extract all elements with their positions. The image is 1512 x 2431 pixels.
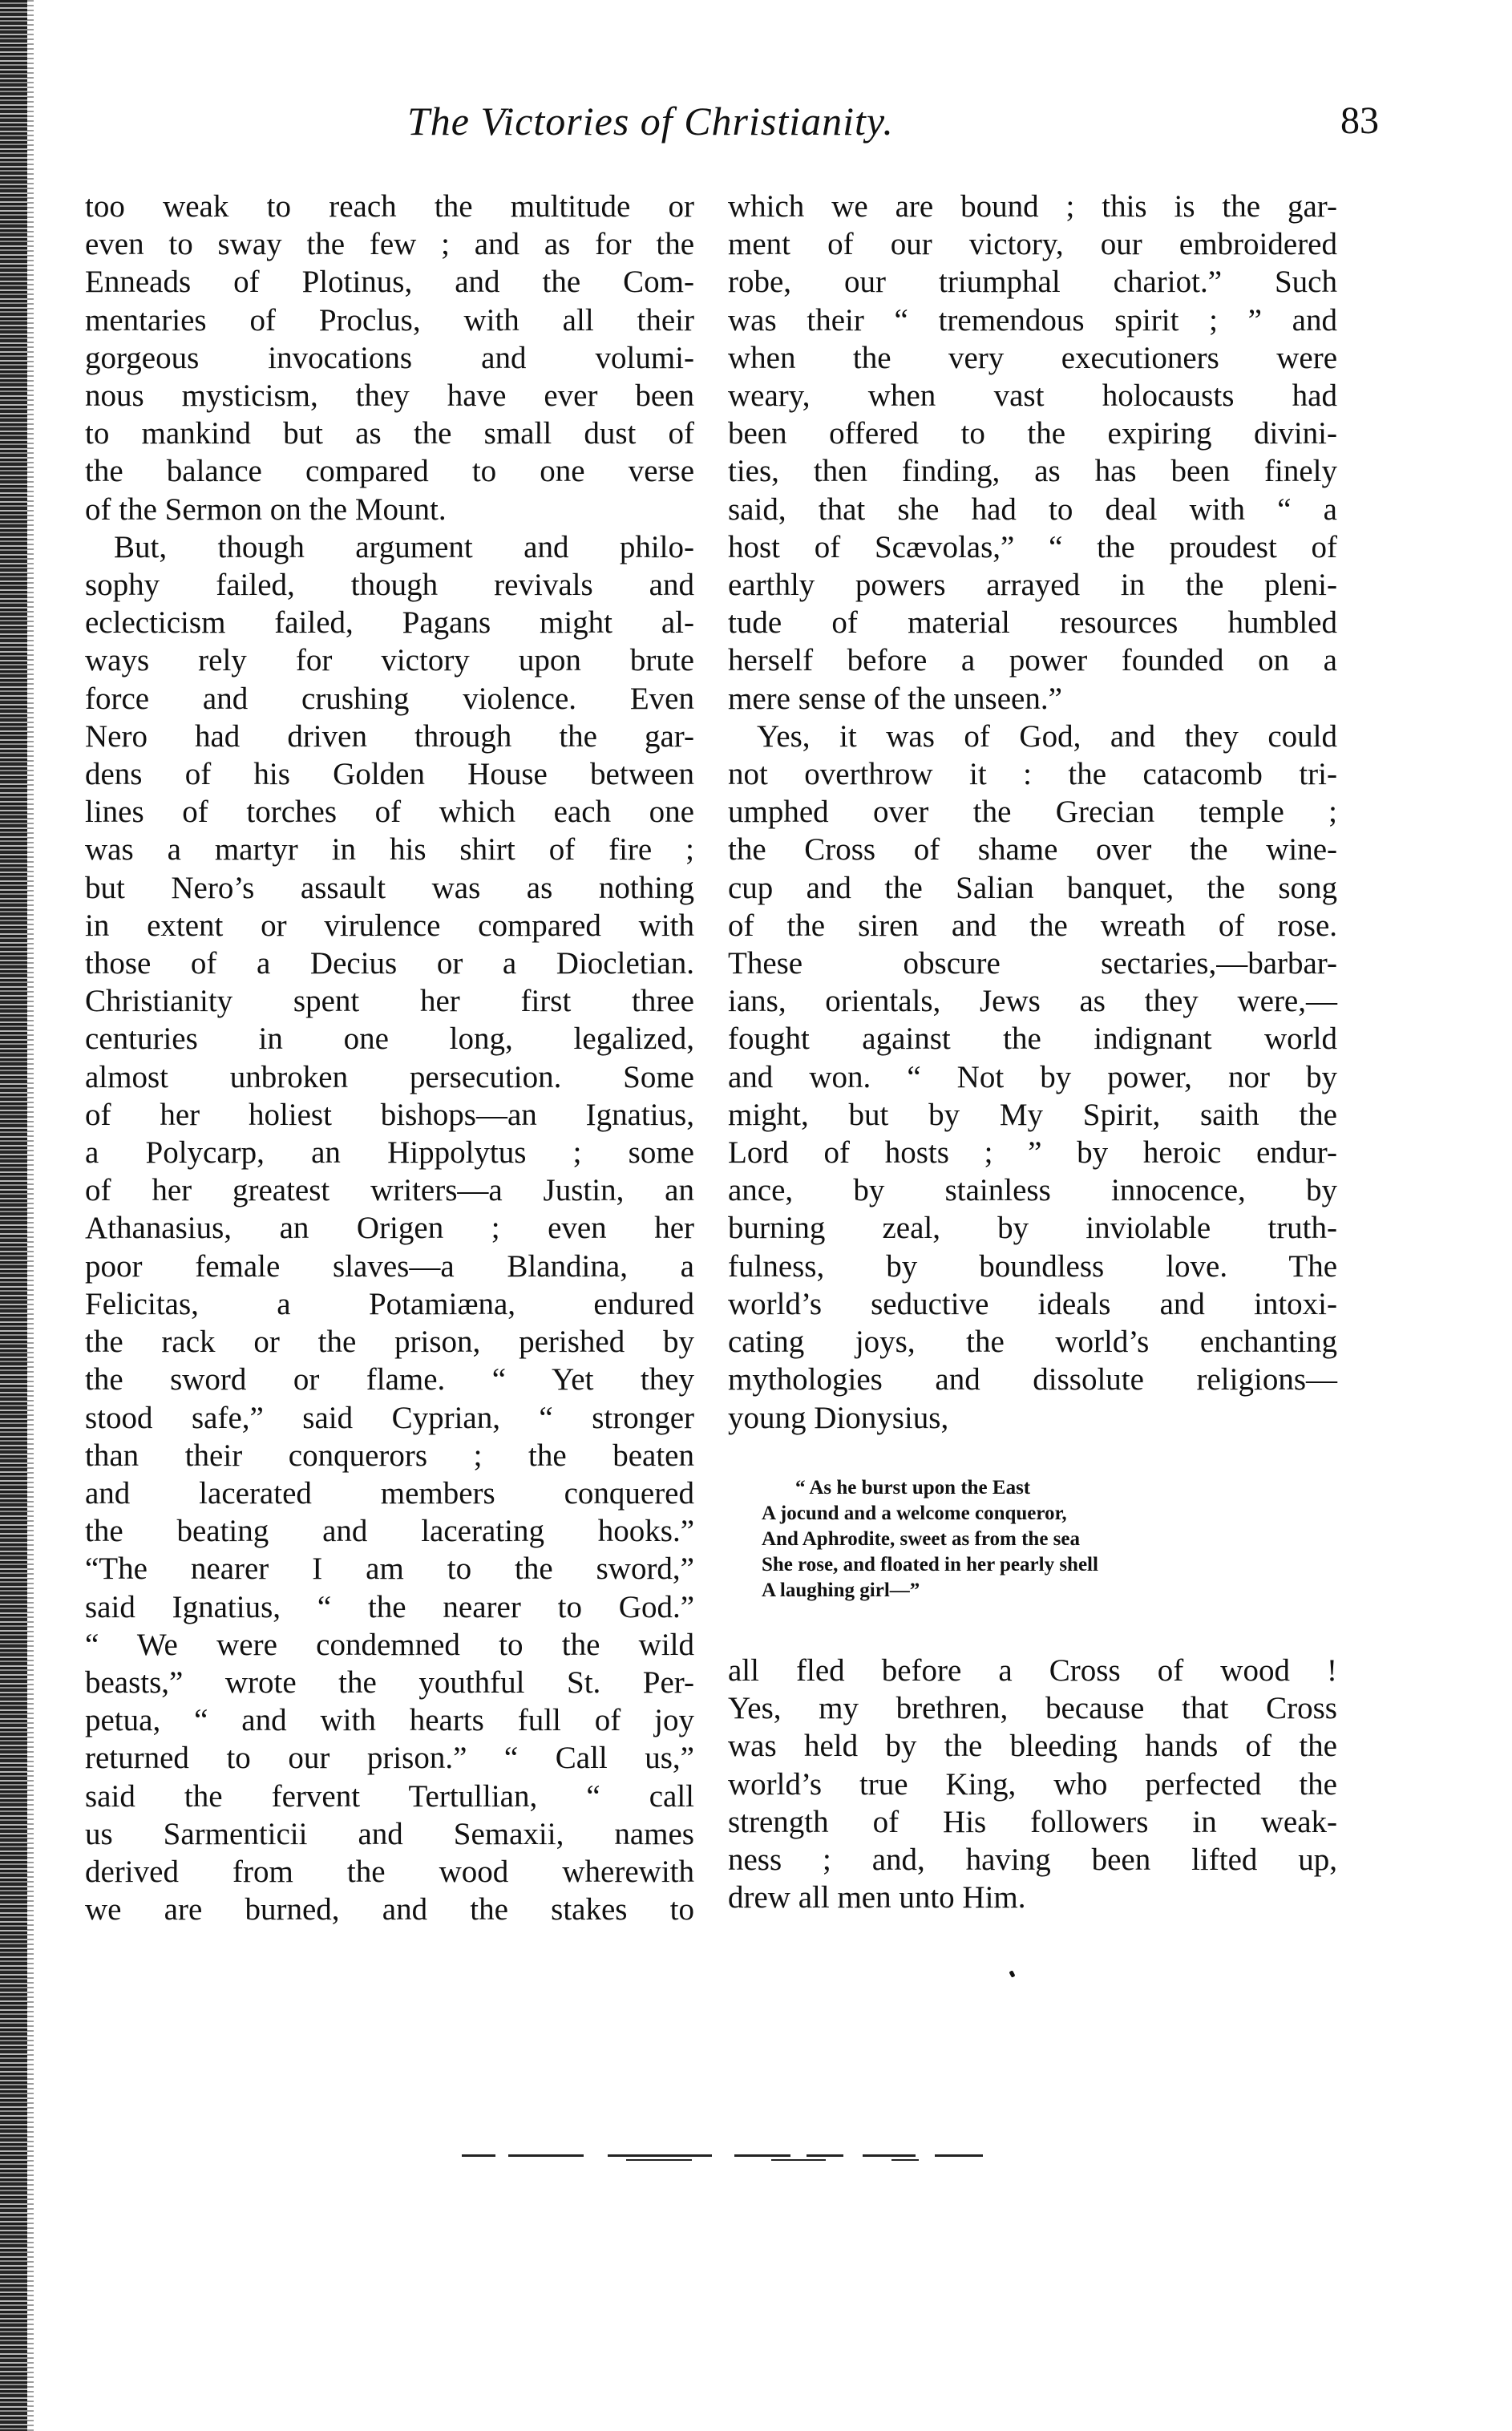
text-line: in extent or virulence compared with bbox=[85, 908, 694, 943]
text-line: Yes, it was of God, and they could bbox=[757, 718, 1337, 754]
text-line: ness ; and, having been lifted up, bbox=[728, 1842, 1337, 1878]
verse-line: “ As he burst upon the East bbox=[795, 1477, 1031, 1499]
text-line: of the siren and the wreath of rose. bbox=[728, 908, 1337, 943]
text-line: ways rely for victory upon brute bbox=[85, 643, 694, 678]
text-line: a Polycarp, an Hippolytus ; some bbox=[85, 1135, 694, 1171]
text-line: and won. “ Not by power, nor by bbox=[728, 1059, 1337, 1094]
text-line: poor female slaves—a Blandina, a bbox=[85, 1248, 694, 1284]
text-line: might, but by My Spirit, saith the bbox=[728, 1097, 1337, 1132]
rule-segment bbox=[891, 2159, 919, 2161]
text-line: to mankind but as the small dust of bbox=[85, 416, 694, 451]
rule-segment bbox=[608, 2154, 712, 2157]
text-line: even to sway the few ; and as for the bbox=[85, 227, 694, 262]
text-line: Athanasius, an Origen ; even her bbox=[85, 1211, 694, 1246]
rule-segment bbox=[734, 2154, 790, 2157]
text-line: young Dionysius, bbox=[728, 1400, 949, 1435]
text-line: Felicitas, a Potamiæna, endured bbox=[85, 1286, 694, 1321]
text-line: the balance compared to one verse bbox=[85, 454, 694, 489]
rule-segment bbox=[807, 2154, 843, 2157]
text-line: fulness, by boundless love. The bbox=[728, 1248, 1337, 1284]
text-line: tude of material resources humbled bbox=[728, 605, 1337, 641]
text-line: said, that she had to deal with “ a bbox=[728, 491, 1337, 527]
text-line: drew all men unto Him. bbox=[728, 1880, 1026, 1915]
running-title: The Victories of Christianity. bbox=[407, 99, 894, 144]
text-line: of the Sermon on the Mount. bbox=[85, 491, 447, 527]
text-line: lines of torches of which each one bbox=[85, 795, 694, 830]
text-line: but Nero’s assault was as nothing bbox=[85, 870, 694, 905]
text-line: eclecticism failed, Pagans might al- bbox=[85, 605, 694, 641]
text-line: petua, “ and with hearts full of joy bbox=[85, 1703, 694, 1738]
text-line: Christianity spent her first three bbox=[85, 984, 694, 1019]
text-line: dens of his Golden House between bbox=[85, 757, 694, 792]
text-line: said the fervent Tertullian, “ call bbox=[85, 1778, 694, 1814]
text-line: strength of His followers in weak- bbox=[728, 1804, 1337, 1839]
text-line: weary, when vast holocausts had bbox=[728, 378, 1337, 414]
text-line: those of a Decius or a Diocletian. bbox=[85, 946, 694, 981]
verse-line: A jocund and a welcome conqueror, bbox=[762, 1503, 1067, 1524]
rule-segment bbox=[626, 2159, 692, 2161]
text-line: Yes, my brethren, because that Cross bbox=[728, 1691, 1337, 1726]
text-line: and lacerated members conquered bbox=[85, 1475, 694, 1511]
rule-segment bbox=[771, 2159, 826, 2161]
text-line: mentaries of Proclus, with all their bbox=[85, 302, 694, 338]
text-line: was a martyr in his shirt of fire ; bbox=[85, 832, 694, 868]
text-line: umphed over the Grecian temple ; bbox=[728, 795, 1337, 830]
text-line: These obscure sectaries,—barbar- bbox=[728, 946, 1337, 981]
text-line: of her greatest writers—a Justin, an bbox=[85, 1173, 694, 1208]
right-column bbox=[728, 188, 1337, 1437]
running-head bbox=[0, 93, 1512, 149]
text-line: of her holiest bishops—an Ignatius, bbox=[85, 1097, 694, 1132]
page-number: 83 bbox=[1340, 99, 1379, 142]
text-line: which we are bound ; this is the gar- bbox=[728, 189, 1337, 224]
text-line: too weak to reach the multitude or bbox=[85, 189, 694, 224]
text-line: “ We were condemned to the wild bbox=[85, 1627, 694, 1662]
text-line: mere sense of the unseen.” bbox=[728, 681, 1062, 716]
text-line: Lord of hosts ; ” by heroic endur- bbox=[728, 1135, 1337, 1171]
verse-line: And Aphrodite, sweet as from the sea bbox=[762, 1528, 1080, 1550]
text-line: almost unbroken persecution. Some bbox=[85, 1059, 694, 1094]
text-line: herself before a power founded on a bbox=[728, 643, 1337, 678]
text-line: when the very executioners were bbox=[728, 340, 1337, 375]
text-line: returned to our prison.” “ Call us,” bbox=[85, 1741, 694, 1776]
text-line: the beating and lacerating hooks.” bbox=[85, 1514, 694, 1549]
rule-segment bbox=[462, 2154, 495, 2157]
text-line: us Sarmenticii and Semaxii, names bbox=[85, 1816, 694, 1851]
text-line: earthly powers arrayed in the pleni- bbox=[728, 568, 1337, 603]
rule-segment bbox=[935, 2154, 983, 2157]
text-line: we are burned, and the stakes to bbox=[85, 1892, 694, 1927]
left-column bbox=[85, 188, 694, 1928]
text-line: force and crushing violence. Even bbox=[85, 681, 694, 716]
text-line: stood safe,” said Cyprian, “ stronger bbox=[85, 1400, 694, 1435]
text-line: But, though argument and philo- bbox=[114, 529, 694, 564]
printer-mark bbox=[1009, 1970, 1015, 1977]
text-line: “The nearer I am to the sword,” bbox=[85, 1551, 694, 1587]
text-line: gorgeous invocations and volumi- bbox=[85, 340, 694, 375]
text-line: mythologies and dissolute religions— bbox=[728, 1362, 1337, 1398]
text-line: cup and the Salian banquet, the song bbox=[728, 870, 1337, 905]
text-line: not overthrow it : the catacomb tri- bbox=[728, 757, 1337, 792]
text-line: world’s true King, who perfected the bbox=[728, 1766, 1337, 1802]
text-line: Nero had driven through the gar- bbox=[85, 718, 694, 754]
text-line: sophy failed, though revivals and bbox=[85, 568, 694, 603]
rule-segment bbox=[508, 2154, 584, 2157]
text-line: derived from the wood wherewith bbox=[85, 1854, 694, 1889]
text-line: nous mysticism, they have ever been bbox=[85, 378, 694, 414]
text-line: the sword or flame. “ Yet they bbox=[85, 1362, 694, 1398]
text-line: was held by the bleeding hands of the bbox=[728, 1729, 1337, 1764]
text-line: than their conquerors ; the beaten bbox=[85, 1438, 694, 1473]
text-line: all fled before a Cross of wood ! bbox=[728, 1653, 1337, 1688]
text-line: world’s seductive ideals and intoxi- bbox=[728, 1286, 1337, 1321]
binding-edge bbox=[0, 0, 27, 2431]
verse-quotation bbox=[762, 1475, 1323, 1604]
text-line: Enneads of Plotinus, and the Com- bbox=[85, 265, 694, 300]
text-line: burning zeal, by inviolable truth- bbox=[728, 1211, 1337, 1246]
verse-line: A laughing girl—” bbox=[762, 1580, 920, 1601]
text-line: been offered to the expiring divini- bbox=[728, 416, 1337, 451]
text-line: the Cross of shame over the wine- bbox=[728, 832, 1337, 868]
text-line: ance, by stainless innocence, by bbox=[728, 1173, 1337, 1208]
rule-segment bbox=[863, 2154, 916, 2157]
text-line: ment of our victory, our embroidered bbox=[728, 227, 1337, 262]
text-line: host of Scævolas,” “ the proudest of bbox=[728, 529, 1337, 564]
text-line: said Ignatius, “ the nearer to God.” bbox=[85, 1589, 694, 1624]
closing-paragraph bbox=[728, 1652, 1337, 1916]
text-line: ians, orientals, Jews as they were,— bbox=[728, 984, 1337, 1019]
text-line: was their “ tremendous spirit ; ” and bbox=[728, 302, 1337, 338]
text-line: robe, our triumphal chariot.” Such bbox=[728, 265, 1337, 300]
text-line: centuries in one long, legalized, bbox=[85, 1021, 694, 1057]
text-line: the rack or the prison, perished by bbox=[85, 1325, 694, 1360]
section-rule bbox=[462, 2150, 983, 2165]
text-line: cating joys, the world’s enchanting bbox=[728, 1325, 1337, 1360]
verse-line: She rose, and floated in her pearly shell bbox=[762, 1554, 1098, 1575]
text-line: beasts,” wrote the youthful St. Per- bbox=[85, 1664, 694, 1700]
text-line: fought against the indignant world bbox=[728, 1021, 1337, 1057]
text-line: ties, then finding, as has been finely bbox=[728, 454, 1337, 489]
